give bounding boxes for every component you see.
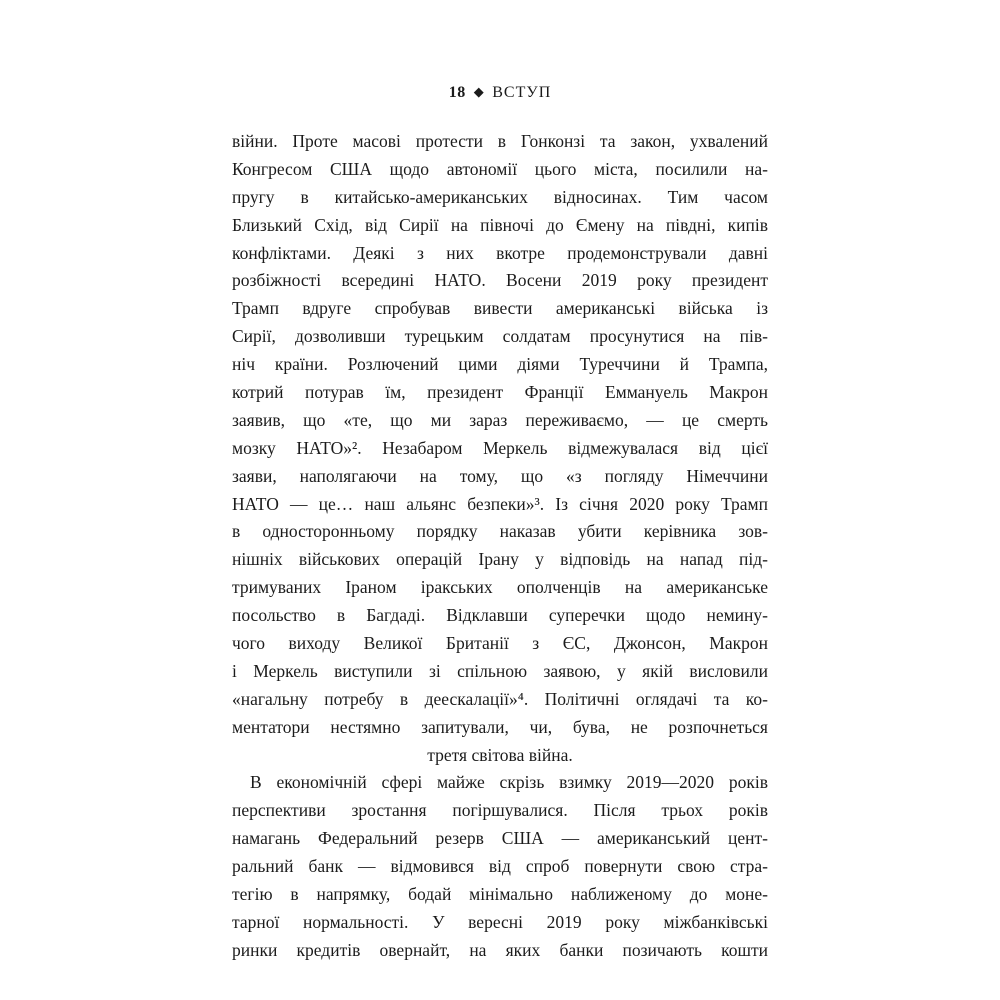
- text-line: чого виходу Великої Британії з ЄС, Джонсон, Макрон: [232, 633, 768, 654]
- text-line: перспективи зростання погіршувалися. Після трьох років: [232, 800, 768, 821]
- text-line: ментатори нестямно запитували, чи, бува, не розпочнеться: [232, 716, 768, 737]
- diamond-separator-icon: ◆: [473, 84, 485, 99]
- text-line: посольство в Багдаді. Відклавши суперечки щодо немину-: [232, 605, 768, 626]
- section-title: ВСТУП: [492, 84, 552, 101]
- text-line: Конгресом США щодо автономії цього міста, посилили на-: [232, 158, 768, 179]
- paragraph-first-line: В економічній сфері майже скрізь взимку 2019—2020 років: [250, 772, 768, 793]
- page-number: 18: [448, 84, 466, 101]
- text-line: в односторонньому порядку наказав убити керівника зов-: [232, 521, 768, 542]
- text-line: ніч країни. Розлючений цими діями Туреччини й Трампа,: [232, 354, 768, 375]
- text-line: заяви, наполягаючи на тому, що «з погляду Німеччини: [232, 465, 768, 486]
- text-line: Сирії, дозволивши турецьким солдатам просунутися на пів-: [232, 326, 768, 347]
- text-line: НАТО — це… наш альянс безпеки»³. Із січня 2020 року Трамп: [232, 493, 768, 514]
- text-line: нішніх військових операцій Ірану у відповідь на напад під-: [232, 549, 768, 570]
- text-line: ринки кредитів овернайт, на яких банки позичають кошти: [232, 939, 768, 960]
- text-line: конфліктами. Деякі з них вкотре продемонстрували давні: [232, 242, 768, 263]
- text-line: ральний банк — відмовився від спроб повернути свою стра-: [232, 856, 768, 877]
- text-line: намагань Федеральний резерв США — американський цент-: [232, 828, 768, 849]
- text-line: пругу в китайсько-американських відносинах. Тим часом: [232, 186, 768, 207]
- text-line: «нагальну потребу в деескалації»⁴. Політичні оглядачі та ко-: [232, 688, 768, 709]
- text-line: Трамп вдруге спробував вивести американські війська із: [232, 298, 768, 319]
- text-line: котрий потурав їм, президент Франції Еммануель Макрон: [232, 382, 768, 403]
- text-line: Близький Схід, від Сирії на півночі до Ємену на півдні, кипів: [232, 214, 768, 235]
- body-text: [232, 128, 768, 965]
- text-line: розбіжності всередині НАТО. Восени 2019 року президент: [232, 270, 768, 291]
- text-line: тримуваних Іраном іракських ополченців на американське: [232, 577, 768, 598]
- text-line: тегію в напрямку, бодай мінімально наближеному до моне-: [232, 884, 768, 905]
- text-line: заявив, що «те, що ми зараз переживаємо, — це смерть: [232, 409, 768, 430]
- text-line: війни. Проте масові протести в Гонконзі та закон, ухвалений: [232, 131, 768, 151]
- text-line: мозку НАТО»². Незабаром Меркель відмежувалася від цієї: [232, 437, 768, 458]
- text-line: і Меркель виступили зі спільною заявою, у якій висловили: [232, 660, 768, 681]
- paragraph-last-line: третя світова війна.: [427, 744, 573, 765]
- text-line: тарної нормальності. У вересні 2019 року міжбанківські: [232, 911, 768, 932]
- running-head: [0, 82, 1000, 103]
